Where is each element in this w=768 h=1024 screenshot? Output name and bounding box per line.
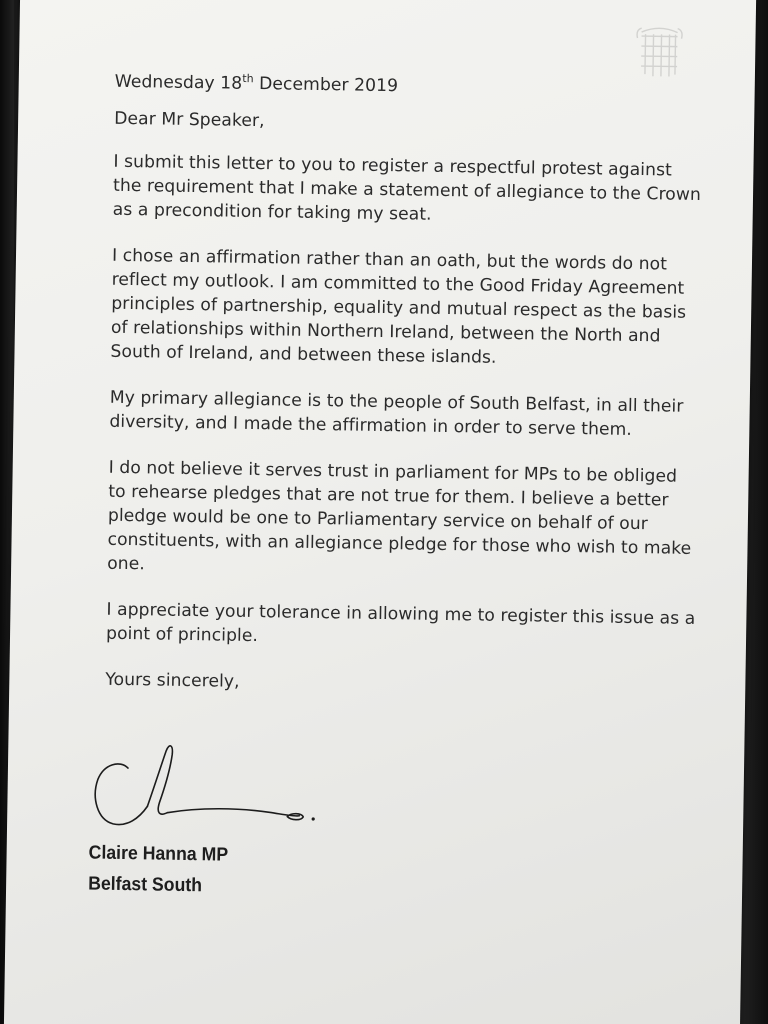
date-day: Wednesday 18: [114, 71, 243, 94]
paragraph-pledges: I do not believe it serves trust in parliament for MPs to be obliged to rehearse pledges that are not true for them. I believe a better pledge would be one to Parliamentary service on behalf of our constituents, with an allegiance pledge for those who wish to make one.: [107, 457, 692, 575]
paragraph-principle: I appreciate your tolerance in allowing me to register this issue as a point of principle.: [105, 599, 696, 647]
salutation: Dear Mr Speaker,: [114, 108, 265, 132]
portcullis-emboss-icon: [633, 22, 686, 81]
paragraph-allegiance: My primary allegiance is to the people of South Belfast, in all their diversity, and I made the affirmation in order to serve them.: [109, 387, 684, 440]
signer-constituency: Belfast South: [87, 873, 203, 897]
letter-body: [105, 70, 705, 701]
date-ordinal: th: [242, 72, 254, 86]
signer-block: [88, 837, 228, 901]
signer-name: Claire Hanna MP: [88, 842, 229, 866]
closing-line: Yours sincerely,: [105, 669, 240, 692]
letter-date: [115, 70, 705, 103]
paragraph-affirmation: I chose an affirmation rather than an oath, but the words do not reflect my outlook. I am committed to the Good Friday Agreement principles of partnership, equality and mutual respect as the basis of relationships within Northern Ireland, between the North and South of Ireland, and between these islands.: [110, 245, 687, 368]
handwritten-signature: [89, 739, 331, 843]
date-month-year: December 2019: [253, 73, 399, 97]
letter-paper: [4, 0, 756, 1024]
paragraph-protest: I submit this letter to you to register a respectful protest against the requirement that I make a statement of allegiance to the Crown as a precondition for taking my seat.: [112, 151, 702, 225]
